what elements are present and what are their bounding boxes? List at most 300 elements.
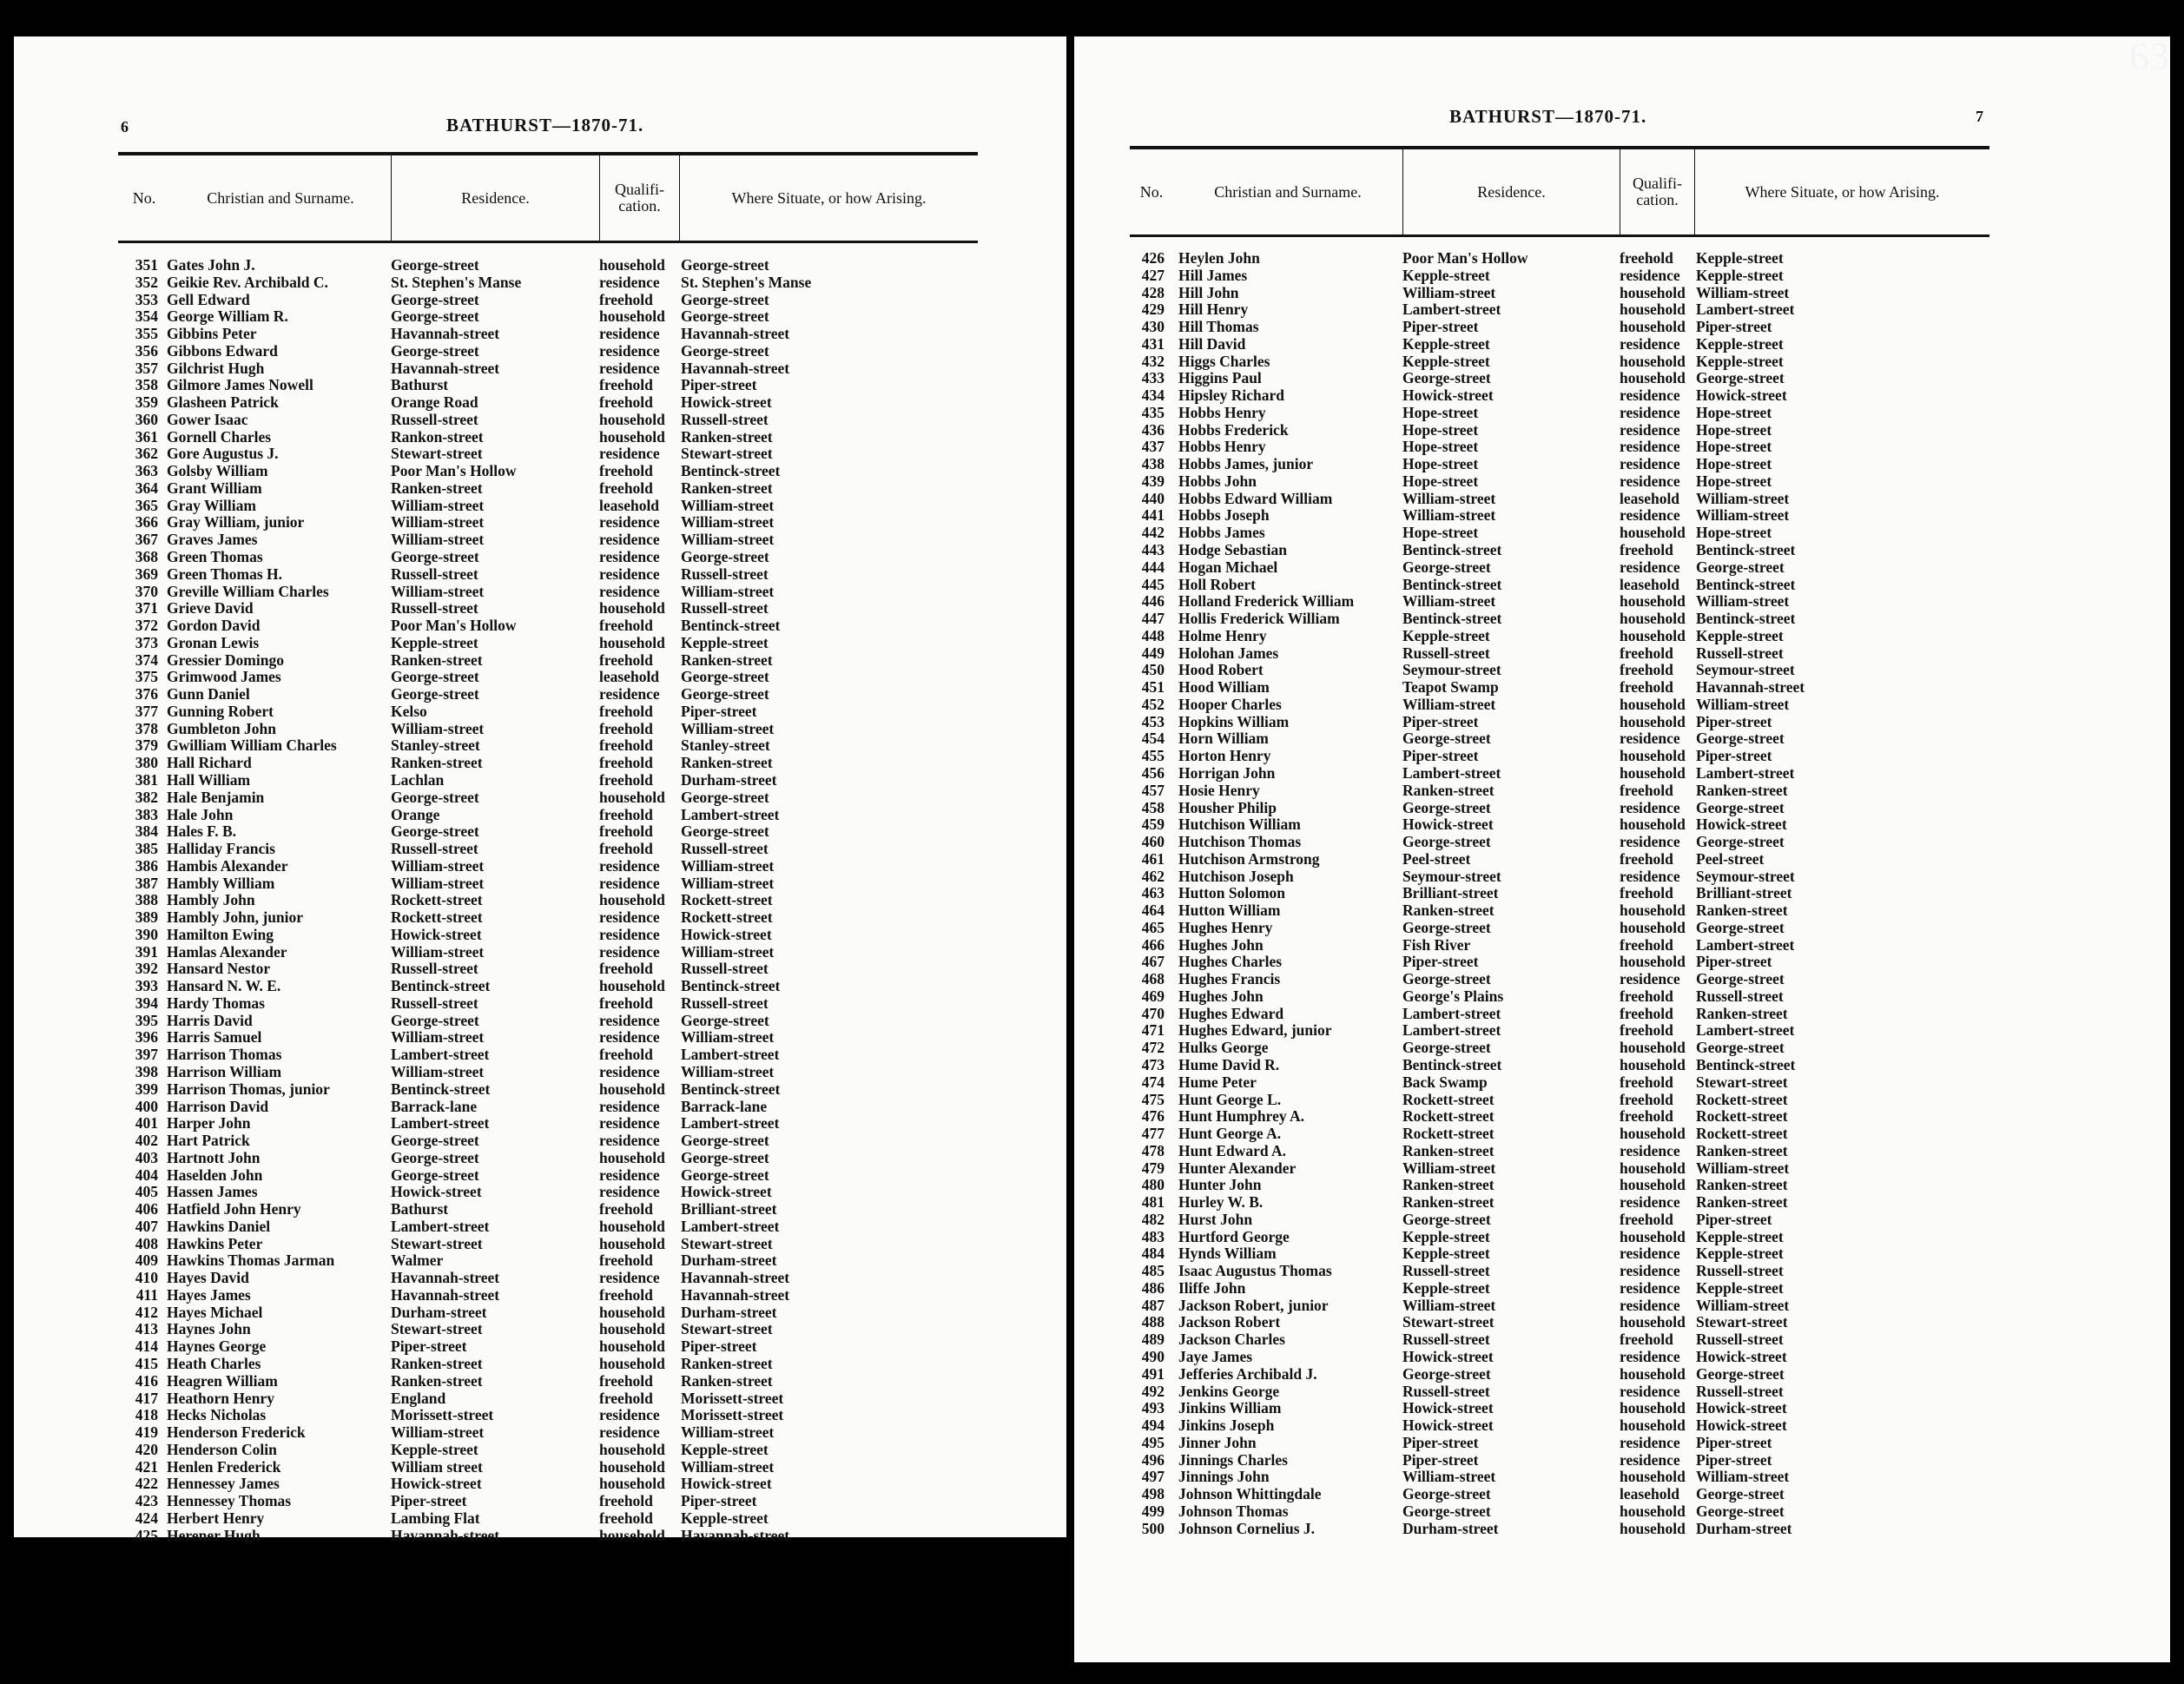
entry-number: 445 [1141, 576, 1165, 593]
entry-where: Kepple-street [1696, 1245, 1784, 1263]
entry-where: William-street [681, 583, 775, 600]
entry-residence: Kepple-street [1402, 267, 1490, 284]
entry-residence: William-street [391, 1063, 485, 1080]
entry-name: Hulks George [1178, 1040, 1269, 1057]
entry-name: Hood Robert [1178, 662, 1264, 679]
entry-number: 491 [1141, 1365, 1165, 1383]
entry-where: Russell-street [681, 411, 769, 428]
entry-residence: George-street [1402, 1040, 1491, 1057]
table-row [118, 1029, 978, 1047]
entry-residence: Hope-street [1402, 472, 1479, 490]
entry-qualification: freehold [599, 771, 653, 789]
entry-number: 380 [135, 755, 158, 772]
entry-where: Russell-street [681, 841, 769, 858]
entry-qualification: leasehold [1620, 576, 1680, 593]
entry-name: Hobbs James, junior [1178, 456, 1314, 473]
entry-qualification: residence [599, 926, 660, 943]
entry-qualification: residence [1620, 1349, 1680, 1365]
entry-where: Lambert-street [1696, 764, 1795, 782]
entry-name: Hooper Charles [1178, 696, 1282, 713]
entry-number: 495 [1141, 1434, 1165, 1451]
entry-qualification: household [599, 1235, 665, 1252]
entry-name: Hennessey James [167, 1476, 280, 1493]
table-row [118, 326, 978, 343]
table-row [118, 961, 978, 978]
entry-where: William-street [681, 497, 775, 514]
entry-name: Hollis Frederick William [1178, 611, 1340, 628]
entry-where: Ranken-street [1696, 1177, 1788, 1194]
table-row [118, 1099, 978, 1116]
table-row [1130, 319, 1989, 336]
entry-number: 351 [135, 257, 158, 274]
entry-where: Bentinck-street [1696, 1056, 1796, 1073]
entry-name: Green Thomas [167, 549, 263, 566]
entry-name: Hamlas Alexander [167, 943, 287, 961]
entry-residence: Ranken-street [391, 479, 483, 497]
entry-residence: William-street [1402, 284, 1496, 301]
entry-qualification: freehold [599, 394, 653, 412]
entry-qualification: household [1620, 902, 1686, 920]
entry-residence: George-street [1402, 1486, 1491, 1503]
entry-name: Gumbleton John [167, 720, 276, 737]
entry-number: 419 [135, 1424, 158, 1442]
entry-where: William-street [681, 943, 775, 961]
entry-residence: Ranken-street [391, 651, 483, 669]
entry-number: 494 [1141, 1417, 1165, 1435]
entry-qualification: freehold [1620, 250, 1673, 267]
entry-number: 472 [1141, 1040, 1165, 1057]
entry-number: 484 [1141, 1245, 1165, 1263]
entry-residence: Russell-street [391, 565, 478, 583]
entry-number: 488 [1141, 1314, 1165, 1331]
entry-name: Hecks Nicholas [167, 1407, 267, 1424]
entry-number: 409 [135, 1252, 158, 1270]
entry-residence: George-street [1402, 971, 1491, 988]
entry-number: 435 [1141, 404, 1165, 421]
entry-name: Hawkins Peter [167, 1235, 263, 1252]
entry-number: 428 [1141, 284, 1165, 301]
entry-residence: Rockett-street [391, 892, 483, 909]
entry-residence: George-street [391, 257, 479, 274]
entry-qualification: residence [1620, 1297, 1680, 1314]
table-row [118, 566, 978, 584]
entry-qualification: residence [599, 1133, 660, 1150]
entry-qualification: leasehold [599, 669, 660, 686]
entry-residence: Bentinck-street [1402, 576, 1502, 593]
entry-qualification: freehold [1620, 679, 1673, 697]
entry-residence: Barrack-lane [391, 1098, 478, 1115]
entry-where: Howick-street [681, 926, 772, 943]
folio-right: 63 [2129, 34, 2169, 78]
entry-name: Geikie Rev. Archibald C. [167, 274, 328, 291]
entry-residence: William-street [391, 1029, 485, 1047]
entry-number: 498 [1141, 1486, 1165, 1503]
table-row [1130, 559, 1989, 577]
table-row [1130, 645, 1989, 663]
entry-number: 404 [135, 1166, 158, 1184]
entry-qualification: household [1620, 816, 1686, 834]
entry-qualification: residence [1620, 507, 1680, 525]
entry-residence: Russell-street [1402, 1383, 1490, 1400]
entry-number: 429 [1141, 301, 1165, 319]
entry-name: Hunt George L. [1178, 1091, 1282, 1108]
entry-number: 418 [135, 1407, 158, 1424]
entry-where: Peel-street [1696, 850, 1765, 868]
entry-number: 407 [135, 1218, 158, 1235]
entry-where: Seymour-street [1696, 868, 1795, 885]
table-row [1130, 1400, 1989, 1417]
table-row [1130, 697, 1989, 714]
entry-qualification: residence [599, 565, 660, 583]
entry-number: 475 [1141, 1091, 1165, 1108]
table-row [1130, 1143, 1989, 1160]
table-row [1130, 593, 1989, 611]
entry-name: Haselden John [167, 1166, 263, 1184]
entry-residence: Havannah-street [391, 1270, 500, 1287]
entry-qualification: residence [599, 875, 660, 892]
entry-number: 458 [1141, 799, 1165, 816]
entry-where: Kepple-street [1696, 267, 1784, 284]
entry-qualification: residence [599, 360, 660, 377]
entry-qualification: residence [1620, 267, 1680, 284]
entry-number: 446 [1141, 593, 1165, 611]
entry-name: Gower Isaac [167, 411, 248, 428]
entry-name: Hill John [1178, 284, 1239, 301]
entry-residence: Ranken-street [391, 1356, 483, 1372]
entry-name: Gordon David [167, 617, 261, 635]
table-body-left [118, 257, 978, 1544]
entry-number: 412 [135, 1304, 158, 1321]
entry-name: Hawkins Daniel [167, 1218, 271, 1235]
entry-where: St. Stephen's Manse [681, 274, 812, 291]
entry-name: Harrison Thomas, junior [167, 1080, 330, 1098]
entry-residence: Rockett-street [1402, 1108, 1494, 1126]
entry-qualification: household [1620, 1520, 1686, 1537]
entry-name: Holl Robert [1178, 576, 1256, 593]
entry-qualification: residence [599, 514, 660, 532]
entry-residence: Howick-street [1402, 1417, 1494, 1435]
entry-qualification: household [599, 1356, 665, 1372]
entry-number: 464 [1141, 902, 1165, 920]
entry-where: George-street [1696, 1365, 1785, 1383]
entry-where: Rockett-street [1696, 1091, 1788, 1108]
entry-qualification: residence [1620, 868, 1680, 885]
entry-qualification: household [599, 978, 665, 995]
table-row [118, 789, 978, 807]
entry-where: Bentinck-street [681, 978, 781, 995]
entry-number: 381 [135, 771, 158, 789]
entry-number: 447 [1141, 611, 1165, 628]
entry-number: 497 [1141, 1469, 1165, 1486]
table-row [118, 703, 978, 721]
entry-where: William-street [681, 1029, 775, 1047]
entry-where: Piper-street [681, 377, 757, 394]
entry-name: Glasheen Patrick [167, 394, 279, 412]
entry-number: 485 [1141, 1263, 1165, 1280]
entry-qualification: household [599, 257, 665, 274]
entry-where: Havannah-street [681, 360, 790, 377]
table-row [118, 1184, 978, 1201]
page-title-right: BATHURST—1870-71. [1449, 106, 1647, 127]
entry-number: 392 [135, 961, 158, 978]
entry-number: 365 [135, 497, 158, 514]
entry-where: Piper-street [681, 1338, 757, 1356]
entry-name: Harper John [167, 1115, 251, 1133]
table-row [118, 1338, 978, 1356]
table-row [1130, 816, 1989, 834]
entry-name: Halliday Francis [167, 841, 275, 858]
entry-where: Russell-street [1696, 1331, 1784, 1349]
entry-number: 478 [1141, 1142, 1165, 1159]
entry-name: Hughes Francis [1178, 971, 1281, 988]
entry-where: Stewart-street [681, 446, 773, 463]
entry-number: 396 [135, 1029, 158, 1047]
entry-qualification: residence [599, 583, 660, 600]
entry-where: Rockett-street [1696, 1108, 1788, 1126]
entry-where: Hope-street [1696, 439, 1772, 456]
entry-qualification: household [599, 1527, 665, 1544]
table-row [1130, 920, 1989, 937]
table-row [1130, 1521, 1989, 1538]
page-number-right: 7 [1976, 108, 1983, 125]
entry-qualification: household [599, 1338, 665, 1356]
entry-residence: William-street [1402, 507, 1496, 525]
entry-residence: Peel-street [1402, 850, 1471, 868]
entry-name: Hynds William [1178, 1245, 1277, 1263]
entry-number: 451 [1141, 679, 1165, 697]
entry-where: George-street [681, 789, 769, 806]
entry-number: 487 [1141, 1297, 1165, 1314]
entry-name: Harrison William [167, 1063, 282, 1080]
entry-number: 383 [135, 806, 158, 823]
entry-where: Russell-street [681, 565, 769, 583]
entry-residence: George-street [391, 1133, 479, 1150]
entry-name: Hughes Charles [1178, 954, 1283, 971]
entry-residence: Hope-street [1402, 525, 1479, 542]
table-row [118, 995, 978, 1013]
entry-number: 374 [135, 651, 158, 669]
table-row [1130, 1349, 1989, 1366]
entry-qualification: freehold [599, 377, 653, 394]
entry-qualification: household [599, 789, 665, 806]
entry-number: 459 [1141, 816, 1165, 834]
table-row [1130, 285, 1989, 302]
entry-name: Hughes Henry [1178, 919, 1273, 936]
entry-where: Stewart-street [1696, 1073, 1788, 1091]
entry-residence: Piper-street [1402, 1434, 1479, 1451]
entry-name: Housher Philip [1178, 799, 1277, 816]
entry-residence: George's Plains [1402, 987, 1504, 1005]
entry-residence: George-street [391, 308, 479, 326]
entry-number: 433 [1141, 370, 1165, 387]
entry-number: 466 [1141, 936, 1165, 954]
entry-where: Russell-street [681, 961, 769, 978]
entry-number: 432 [1141, 353, 1165, 370]
entry-residence: Stanley-street [391, 737, 480, 755]
entry-name: Jackson Charles [1178, 1331, 1285, 1349]
table-row [118, 875, 978, 893]
entry-number: 395 [135, 1012, 158, 1029]
entry-where: Stewart-street [1696, 1314, 1788, 1331]
entry-residence: Hope-street [1402, 456, 1479, 473]
entry-qualification: household [599, 892, 665, 909]
entry-name: Hill Henry [1178, 301, 1249, 319]
entry-qualification: residence [1620, 1245, 1680, 1263]
entry-name: Gronan Lewis [167, 634, 260, 651]
table-row [1130, 800, 1989, 817]
entry-number: 414 [135, 1338, 158, 1356]
entry-residence: Hope-street [1402, 439, 1479, 456]
entry-qualification: household [1620, 696, 1686, 713]
entry-name: Gunn Daniel [167, 686, 250, 703]
entry-qualification: leasehold [1620, 1486, 1680, 1503]
entry-where: Howick-street [1696, 816, 1787, 834]
table-row [118, 635, 978, 652]
table-row [1130, 301, 1989, 319]
entry-qualification: residence [599, 1184, 660, 1201]
table-row [118, 858, 978, 875]
table-row [1130, 1469, 1989, 1486]
entry-qualification: residence [599, 549, 660, 566]
entry-qualification: household [1620, 370, 1686, 387]
entry-qualification: household [1620, 593, 1686, 611]
entry-qualification: residence [599, 342, 660, 360]
entry-where: Piper-street [1696, 748, 1772, 765]
entry-number: 376 [135, 686, 158, 703]
entry-name: Hardy Thomas [167, 994, 265, 1012]
entry-where: William-street [681, 857, 775, 875]
entry-residence: Durham-street [391, 1304, 487, 1321]
table-row [1130, 1126, 1989, 1143]
entry-residence: St. Stephen's Manse [391, 274, 522, 291]
entry-name: Hawkins Thomas Jarman [167, 1252, 335, 1270]
entry-name: Hobbs Henry [1178, 439, 1266, 456]
entry-residence: Russell-street [391, 994, 478, 1012]
entry-qualification: residence [1620, 834, 1680, 851]
entry-qualification: household [1620, 525, 1686, 542]
entry-name: Gibbons Edward [167, 342, 278, 360]
entry-number: 355 [135, 326, 158, 343]
entry-where: Morissett-street [681, 1407, 784, 1424]
entry-where: Piper-street [1696, 1451, 1772, 1469]
table-row [1130, 456, 1989, 473]
entry-qualification: residence [599, 274, 660, 291]
table-row [118, 1528, 978, 1545]
entry-qualification: leasehold [1620, 490, 1680, 507]
table-row [118, 978, 978, 995]
entry-name: Jackson Robert [1178, 1314, 1281, 1331]
entry-number: 397 [135, 1047, 158, 1064]
entry-number: 481 [1141, 1194, 1165, 1212]
entry-name: Hobbs Edward William [1178, 490, 1333, 507]
entry-where: Piper-street [1696, 1211, 1772, 1228]
entry-number: 443 [1141, 542, 1165, 559]
entry-number: 450 [1141, 662, 1165, 679]
entry-name: Haynes John [167, 1321, 251, 1338]
table-row [118, 1218, 978, 1236]
entry-qualification: freehold [1620, 1331, 1673, 1349]
entry-qualification: freehold [599, 703, 653, 720]
entry-qualification: household [599, 1218, 665, 1235]
entry-qualification: freehold [1620, 782, 1673, 799]
entry-name: Jefferies Archibald J. [1178, 1365, 1317, 1383]
entry-name: Henderson Colin [167, 1441, 277, 1458]
entry-name: Hunter John [1178, 1177, 1262, 1194]
entry-residence: Orange [391, 806, 440, 823]
table-row [1130, 937, 1989, 954]
table-row [118, 1013, 978, 1030]
table-row [1130, 1160, 1989, 1178]
entry-number: 366 [135, 514, 158, 532]
table-row [1130, 662, 1989, 679]
entry-number: 362 [135, 446, 158, 463]
table-row [118, 807, 978, 824]
entry-qualification: household [1620, 284, 1686, 301]
entry-name: Gell Edward [167, 291, 250, 308]
table-row [118, 721, 978, 738]
entry-qualification: freehold [599, 823, 653, 841]
entry-residence: Piper-street [1402, 1451, 1479, 1469]
entry-qualification: residence [599, 532, 660, 549]
entry-qualification: freehold [1620, 1073, 1673, 1091]
entry-number: 405 [135, 1184, 158, 1201]
entry-residence: Teapot Swamp [1402, 679, 1499, 697]
entry-where: Stewart-street [681, 1321, 773, 1338]
table-row [1130, 577, 1989, 594]
entry-residence: Stewart-street [1402, 1314, 1494, 1331]
entry-where: George-street [681, 1133, 769, 1150]
entry-residence: Bentinck-street [391, 978, 491, 995]
entry-residence: George-street [391, 823, 479, 841]
entry-residence: Ranken-street [391, 1372, 483, 1390]
entry-number: 401 [135, 1115, 158, 1133]
entry-residence: Havannah-street [391, 1527, 500, 1544]
entry-number: 367 [135, 532, 158, 549]
entry-residence: George-street [1402, 730, 1491, 748]
entry-qualification: household [599, 411, 665, 428]
entry-name: Hennessey Thomas [167, 1493, 292, 1510]
entry-qualification: household [1620, 319, 1686, 336]
entry-where: Lambert-street [1696, 301, 1795, 319]
table-row [118, 600, 978, 617]
header-name: Christian and Surname. [1214, 182, 1362, 201]
table-row [1130, 1057, 1989, 1074]
entry-residence: Russell-street [1402, 644, 1490, 662]
entry-name: Gore Augustus J. [167, 446, 279, 463]
table-row [1130, 1108, 1989, 1126]
entry-name: Hunt Edward A. [1178, 1142, 1286, 1159]
entry-number: 440 [1141, 490, 1165, 507]
table-row [1130, 902, 1989, 920]
entry-number: 373 [135, 634, 158, 651]
entry-qualification: household [1620, 748, 1686, 765]
entry-name: Hunt George A. [1178, 1126, 1282, 1143]
entry-qualification: residence [1620, 456, 1680, 473]
table-row [118, 549, 978, 566]
entry-where: Ranken-street [681, 651, 773, 669]
table-row [118, 1407, 978, 1424]
entry-qualification: residence [599, 1166, 660, 1184]
entry-where: Kepple-street [1696, 335, 1784, 353]
entry-number: 438 [1141, 456, 1165, 473]
entry-qualification: residence [1620, 558, 1680, 576]
header-no: No. [1139, 182, 1164, 201]
entry-qualification: freehold [599, 806, 653, 823]
entry-qualification: freehold [1620, 662, 1673, 679]
entry-number: 426 [1141, 250, 1165, 267]
entry-residence: Lambing Flat [391, 1509, 480, 1527]
entry-residence: Kepple-street [1402, 335, 1490, 353]
